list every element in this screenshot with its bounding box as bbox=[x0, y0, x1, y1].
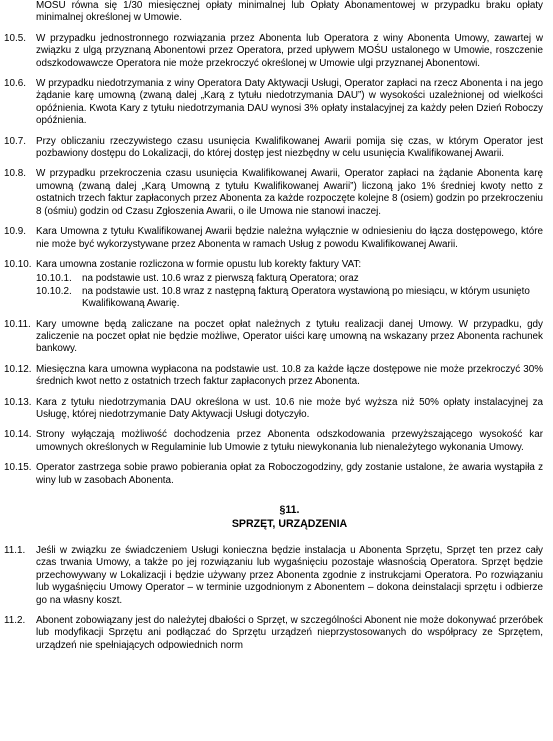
paragraph-number: 10.15. bbox=[4, 462, 32, 474]
paragraph-text: Strony wyłączają możliwość dochodzenia przez Abonenta odszkodowania przewyższającego wysokość kar umownych określonych w Regulaminie lub Umowie z tytułu niewykonania lub nienależytego wykonania Umowy. bbox=[36, 429, 543, 453]
subitem-number: 10.10.2. bbox=[36, 285, 72, 297]
paragraph-text: Operator zastrzega sobie prawo pobierania opłat za Roboczogodziny, gdy zostanie ustalone, że awaria wystąpiła z winy lub w zasobach Abonenta. bbox=[36, 462, 543, 486]
paragraph-number: 10.14. bbox=[4, 429, 32, 441]
paragraph-text: Jeśli w związku ze świadczeniem Usługi konieczna będzie instalacja u Abonenta Sprzętu, Sprzęt ten przez cały czas trwania Umowy, a także po jej rozwiązaniu lub wygaśnięciu pozostaje własnością Operatora. Sprzęt będzie przechowywany w Lokalizacji i będzie używany przez Abonenta zgodnie z instrukcjami Operatora. Po rozwiązaniu lub wygaśnięciu Umowy Operator – w terminie uzgodnionym z Abonentem – dokona deinstalacji sprzętu i odbierze go na własny koszt. bbox=[36, 545, 543, 606]
paragraph-number: 10.5. bbox=[4, 32, 26, 44]
paragraph-text: W przypadku jednostronnego rozwiązania przez Abonenta lub Operatora z winy Abonenta Umowy, zawartej w związku z ulgą przyznaną Abonentowi przez Operatora, przed upływem MOŚU ustalonego w Umowie, roszczenie odszkodowawcze Operatora nie może przekroczyć określonej w Umowie ulgi przyznanej Abonentowi. bbox=[36, 32, 543, 69]
paragraph-number: 11.1. bbox=[4, 545, 26, 556]
paragraph-number: 10.10. bbox=[4, 258, 32, 270]
paragraph-number: 10.11. bbox=[4, 318, 31, 330]
paragraph-number: 10.12. bbox=[4, 363, 32, 375]
paragraph-number: 10.9. bbox=[4, 226, 26, 238]
paragraph-text: Kara z tytułu niedotrzymania DAU określona w ust. 10.6 nie może być wyższa niż 50% opłaty instalacyjnej za Usługę, której niedotrzymanie Daty Aktywacji Usługi dotyczyło. bbox=[36, 396, 543, 420]
paragraph-number: 10.13. bbox=[4, 396, 32, 408]
paragraph-10-6 bbox=[0, 78, 553, 128]
paragraph-number: 10.6. bbox=[4, 78, 26, 90]
subitem-10-10-1 bbox=[36, 273, 553, 285]
subitem-number: 10.10.1. bbox=[36, 273, 72, 285]
paragraph-text: Przy obliczaniu rzeczywistego czasu usunięcia Kwalifikowanej Awarii pomija się czas, w którym Operator jest pozbawiony dostępu do Lokalizacji, do której dostęp jest niezbędny w celu usunięcia Kwalifikowanej Awarii. bbox=[36, 135, 543, 160]
paragraph-text: W przypadku przekroczenia czasu usunięcia Kwalifikowanej Awarii, Operator zapłaci na żądanie Abonenta karę umowną (zwaną dalej „Karą Umowną z tytułu Kwalifikowanej Awarii”) liczoną jako 1% średniej kwoty netto z ostatnich trzech faktur zapłaconych przez Abonenta za każde rozpoczęte kolejne 8 (osiem) godzin po przekroczeniu 8 (ośmiu) godzin od Czasu Zgłoszenia Awarii, o ile Umowa nie stanowi inaczej. bbox=[36, 168, 543, 217]
paragraph-number: 10.7. bbox=[4, 135, 26, 147]
paragraph-10-12 bbox=[0, 364, 553, 389]
paragraph-text: Kara Umowna z tytułu Kwalifikowanej Awarii będzie należna wyłącznie w odniesieniu do łącza dostępowego, które nie może być wykorzystywane przez Abonenta w ramach Usług z powodu Kwalifikowanej Awarii. bbox=[36, 226, 543, 250]
intro-continuation: MOŚU równa się 1/30 miesięcznej opłaty minimalnej lub Opłaty Abonamentowej w przypadku braku opłaty minimalnej określonej w Umowie. bbox=[36, 0, 543, 24]
paragraph-text: Abonent zobowiązany jest do należytej dbałości o Sprzęt, w szczególności Abonent nie może dokonywać przeróbek lub modyfikacji Sprzętu ani podłączać do Sprzętu urządzeń nieprzystosowanych do współpracy ze Sprzętem, urządzeń nie spełniających odpowiednich norm bbox=[36, 615, 543, 651]
paragraph-text: Kara umowna zostanie rozliczona w formie opustu lub korekty faktury VAT: bbox=[36, 258, 362, 270]
paragraph-10-13 bbox=[0, 397, 553, 422]
paragraph-10-8 bbox=[0, 168, 553, 218]
section-title: SPRZĘT, URZĄDZENIA bbox=[231, 518, 348, 530]
paragraph-text: Kary umowne będą zaliczane na poczet opłat należnych z tytułu realizacji danej Umowy. W przypadku, gdy zaliczenie na poczet opłat nie będzie możliwe, Operator uiści karę umowną na wskazany przez Abonenta rachunek bankowy. bbox=[36, 318, 543, 355]
paragraph-10-9 bbox=[0, 226, 553, 251]
paragraph-number: 11.2. bbox=[4, 615, 26, 627]
paragraph-10-11 bbox=[0, 319, 553, 356]
section-number: §11. bbox=[279, 504, 300, 516]
paragraph-11-2 bbox=[0, 615, 553, 652]
paragraph-10-14 bbox=[0, 429, 553, 454]
paragraph-10-15 bbox=[0, 462, 553, 487]
subitem-list bbox=[0, 273, 553, 310]
subitem-text: na podstawie ust. 10.6 wraz z pierwszą fakturą Operatora; oraz bbox=[82, 273, 359, 285]
paragraph-10-10 bbox=[0, 259, 553, 311]
subitem-text: na podstawie ust. 10.8 wraz z następną fakturą Operatora wystawioną po miesiącu, w którym usunięto Kwalifikowaną Awarię. bbox=[82, 285, 530, 310]
paragraph-text: Miesięczna kara umowna wypłacona na podstawie ust. 10.8 za każde łącze dostępowe nie może przekroczyć 30% średnich kwot netto z ostatnich trzech faktur zapłaconych przez Abonenta. bbox=[36, 363, 543, 388]
paragraph-11-1 bbox=[0, 545, 553, 607]
paragraph-10-5 bbox=[0, 33, 553, 70]
paragraph-10-7 bbox=[0, 136, 553, 161]
subitem-10-10-2 bbox=[36, 286, 553, 311]
paragraph-number: 10.8. bbox=[4, 168, 26, 180]
paragraph-text: W przypadku niedotrzymania z winy Operatora Daty Aktywacji Usługi, Operator zapłaci na rzecz Abonenta i na jego żądanie karę umowną (zwaną dalej „Karą z tytułu niedotrzymania DAU”) w wysokości uzależnionej od wielkości opóźnienia. Kwota Kary z tytułu niedotrzymania DAU wynosi 3% opłaty instalacyjnej za każdy pełen Dzień Roboczy opóźnienia. bbox=[36, 78, 543, 127]
